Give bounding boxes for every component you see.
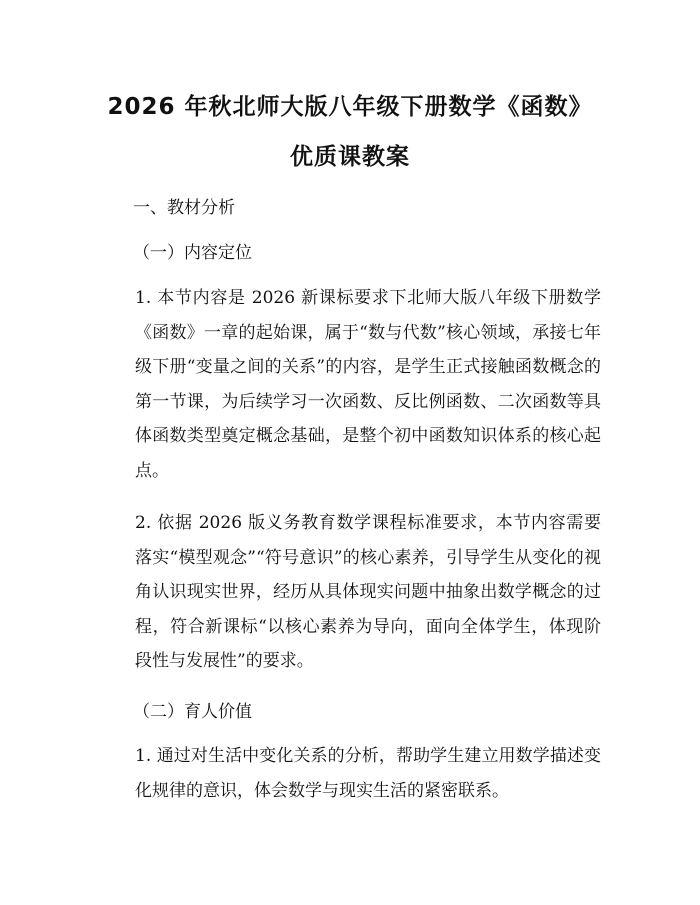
section-heading-materials-analysis: 一、教材分析 xyxy=(133,198,235,218)
paragraph-educational-value-1 xyxy=(101,739,601,808)
paragraph-text: 1. 通过对生活中变化关系的分析，帮助学生建立用数学描述变化规律的意识，体会数学与现实生活的紧密联系。 xyxy=(135,746,601,801)
paragraph-text: 1. 本节内容是 2026 新课标要求下北师大版八年级下册数学《函数》一章的起始课，属于“数与代数”核心领域，承接七年级下册“变量之间的关系”的内容，是学生正式接触函数概念的第一节课，为后续学习一次函数、反比例函数、二次函数等具体函数类型奠定概念基础，是整个初中函数知识体系的核心起点。 xyxy=(135,288,601,481)
paragraph-text: 2. 依据 2026 版义务教育数学课程标准要求，本节内容需要落实“模型观念”“符号意识”的核心素养，引导学生从变化的视角认识现实世界，经历从具体现实问题中抽象出数学概念的过程，符合新课标“以核心素养为导向，面向全体学生，体现阶段性与发展性”的要求。 xyxy=(135,513,601,671)
document-title-line1: 2026 年秋北师大版八年级下册数学《函数》 xyxy=(107,94,593,120)
subsection-heading-content-positioning: （一）内容定位 xyxy=(133,243,252,263)
paragraph-content-positioning-2 xyxy=(101,506,601,679)
subsection-heading-educational-value: （二）育人价值 xyxy=(133,702,252,722)
paragraph-content-positioning-1 xyxy=(101,281,601,488)
document-title-line2: 优质课教案 xyxy=(290,144,410,170)
